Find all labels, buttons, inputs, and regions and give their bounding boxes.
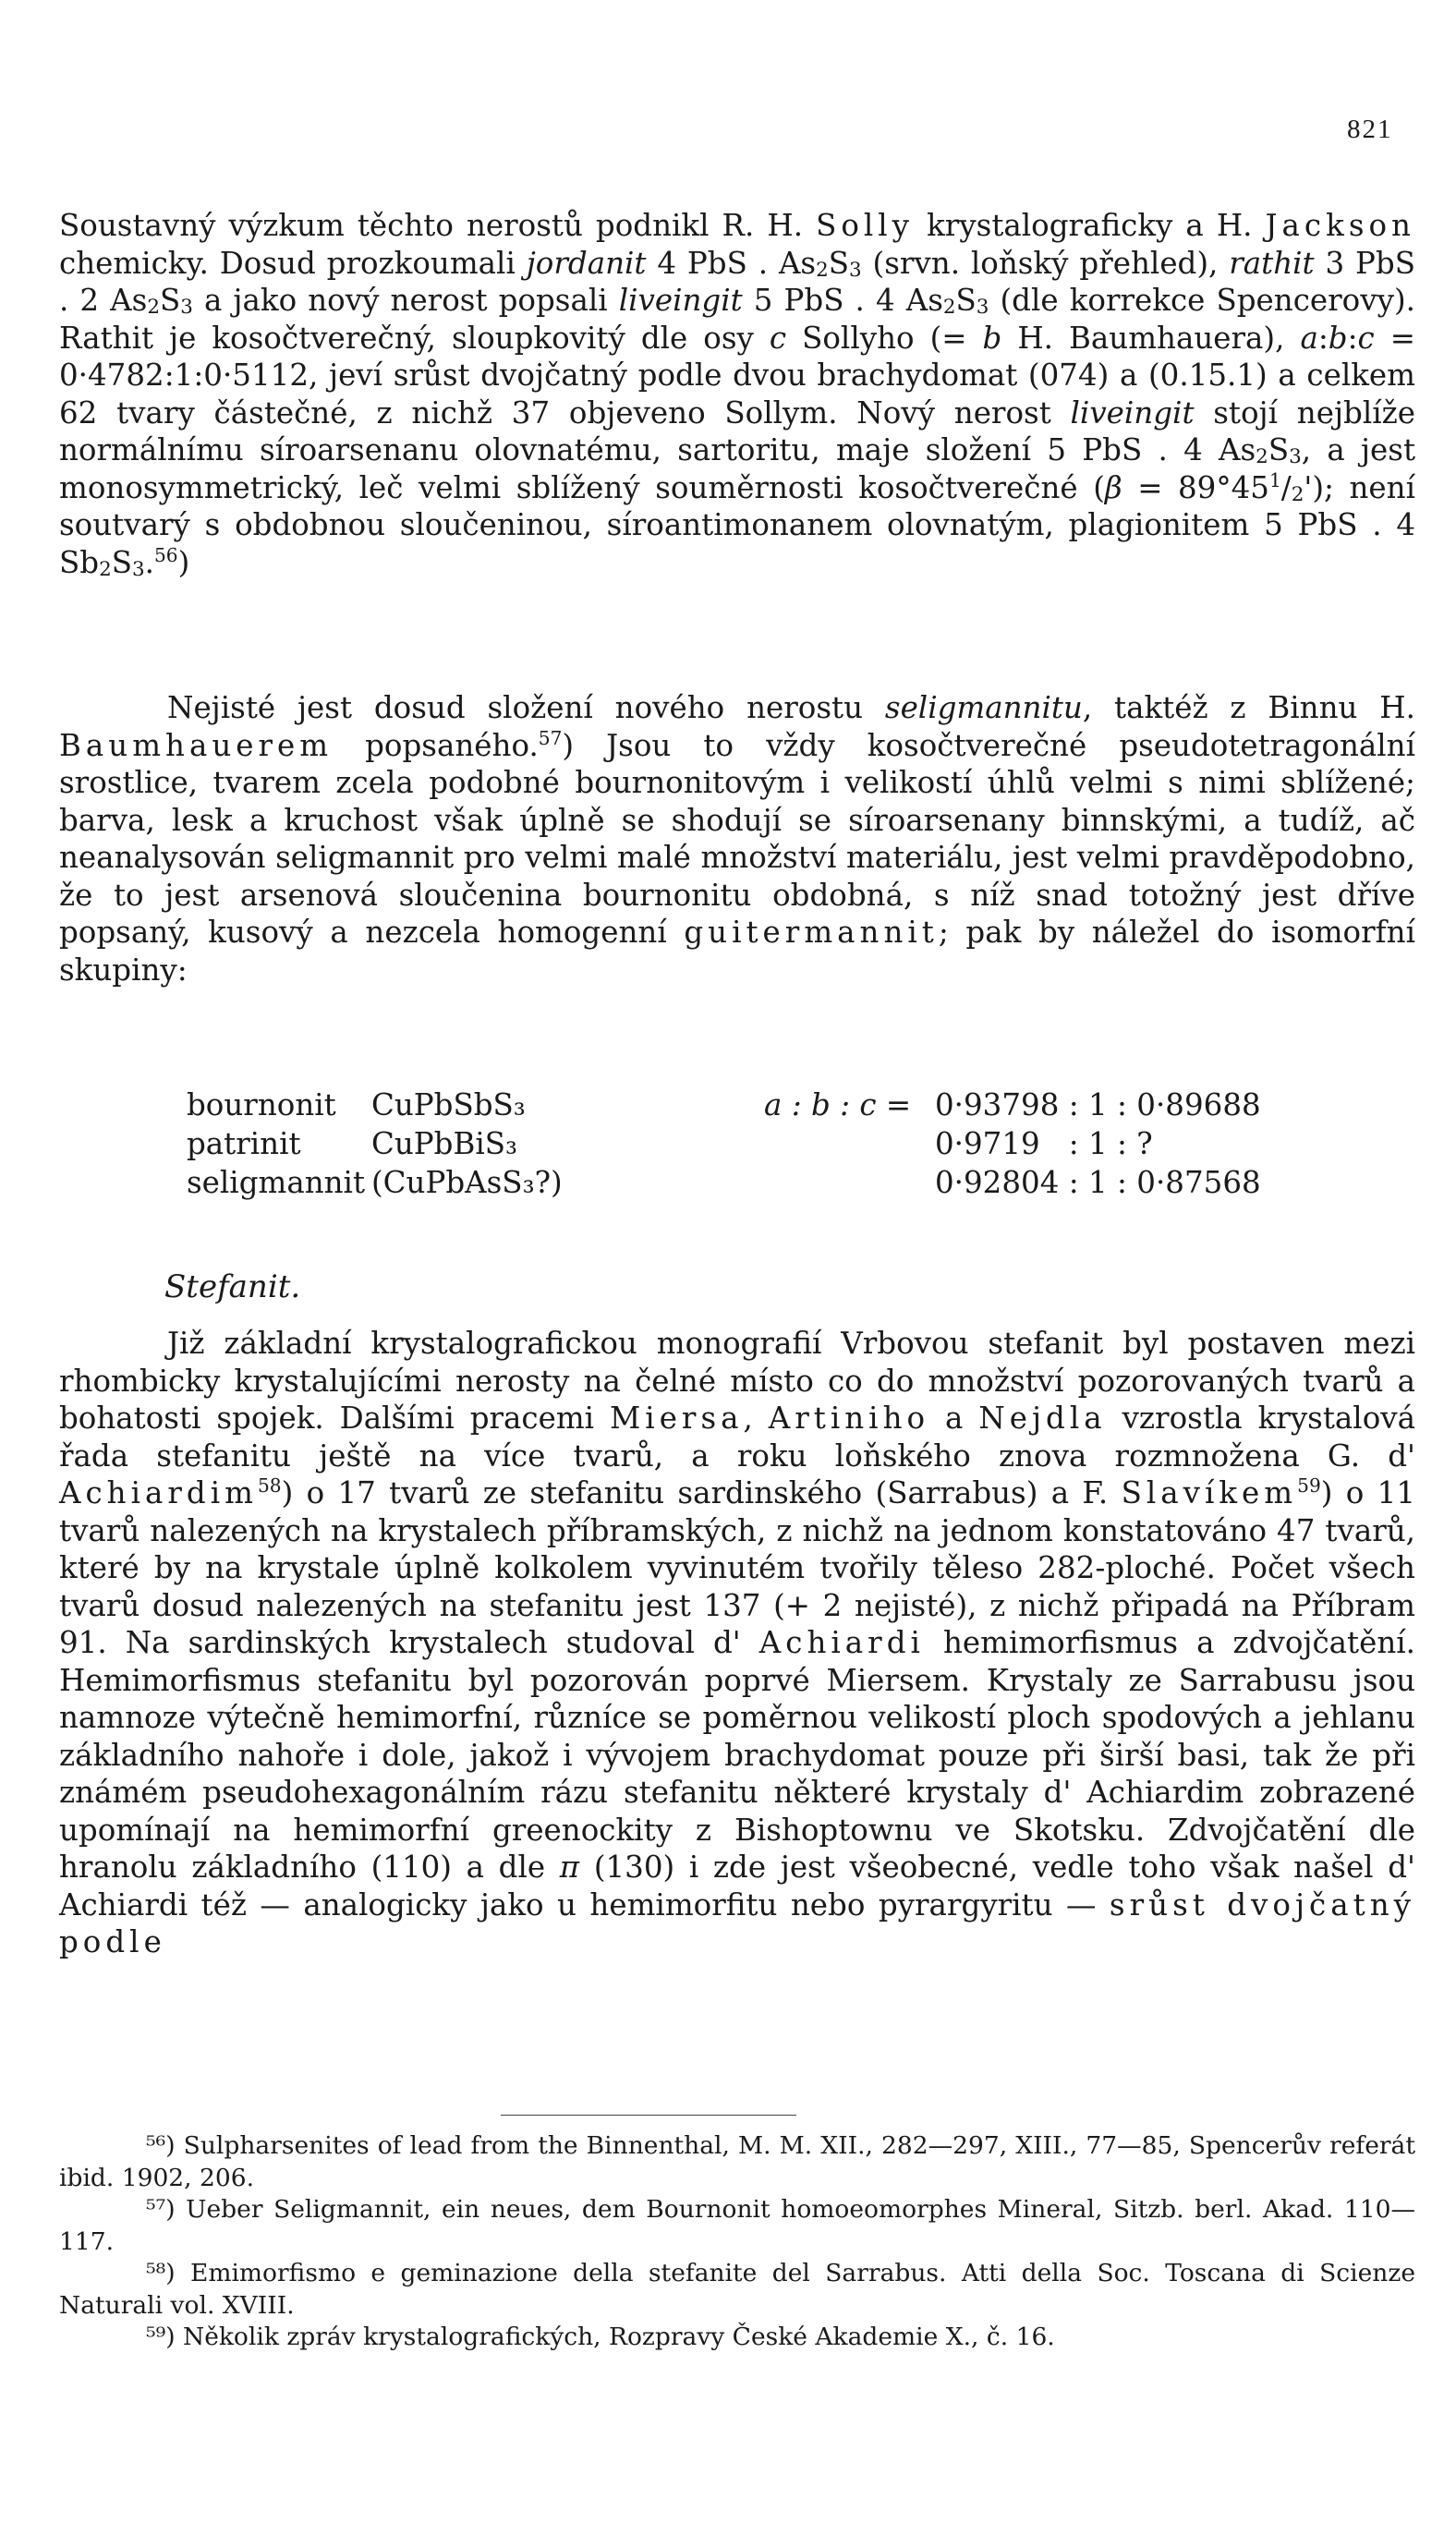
footnote-59: ⁵⁹) Několik zpráv krystalografických, Rozpravy České Akademie X., č. 16. xyxy=(146,2323,1055,2351)
footnote-divider xyxy=(501,2115,796,2116)
mineral-name: seligmannit xyxy=(187,1165,366,1200)
page-number: 821 xyxy=(1347,115,1393,144)
paragraph-2-text: Nejisté jest dosud složení nového nerostu seligmannitu, taktéž z Binnu H. Baumhauerem popsaného.$^{57}$) Jsou to vždy kosočtverečné pseudotetragonální srostlice, tvarem zcela podobné bournonitovým i velikostí úhlů velmi s nimi sblížené; barva, lesk a kruchost však úplně se shodují se síroarsenany binnskými, a tudíž, ač neanalysován seligmannit pro velmi malé množství materiálu, jest velmi pravděpodobno, že to jest arsenová sloučenina bournonitu obdobná, s níž snad totožný jest dříve popsaný, kusový a nezcela homogenní guitermannit; pak by náležel do isomorfní skupiny: xyxy=(59,690,1415,988)
paragraph-rathit-liveingit xyxy=(59,207,1415,581)
mineral-formula: CuPbSbS₃ xyxy=(371,1087,526,1122)
mineral-name: bournonit xyxy=(187,1087,336,1122)
mineral-formula: (CuPbAsS₃?) xyxy=(371,1165,563,1200)
axial-ratio: 0·92804 : 1 : 0·87568 xyxy=(935,1165,1261,1200)
mineral-formula: CuPbBiS₃ xyxy=(371,1126,518,1161)
footnote-56: ⁵⁶) Sulpharsenites of lead from the Binnenthal, M. M. XII., 282—297, XIII., 77—85, Spencerův referát ibid. 1902, 206. xyxy=(59,2131,1415,2192)
footnotes xyxy=(59,2130,1415,2354)
footnote-58: ⁵⁸) Emimorfismo e geminazione della stefanite del Sarrabus. Atti della Soc. Toscana di Scienze Naturali vol. XVIII. xyxy=(59,2259,1415,2320)
paragraph-stefanit xyxy=(59,1325,1415,1961)
paragraph-seligmannit xyxy=(59,689,1415,989)
footnote-57: ⁵⁷) Ueber Seligmannit, ein neues, dem Bournonit homoeomorphes Mineral, Sitzb. berl. Akad. 110—117. xyxy=(59,2195,1415,2256)
paragraph-3-text: Již základní krystalografickou monografií Vrbovou stefanit byl postaven mezi rhombicky krystalujícími nerosty na čelné místo co do množství pozorovaných tvarů a bohatosti spojek. Dalšími pracemi Miersa, Artiniho a Nejdla vzrostla krystalová řada stefanitu ještě na více tvarů, a roku loňského znova rozmnožena G. d' Achiardim$^{58}$) o 17 tvarů ze stefanitu sardinského (Sarrabus) a F. Slavíkem$^{59}$) o 11 tvarů nalezených na krystalech příbramských, z nichž na jednom konstatováno 47 tvarů, které by na krystale úplně kolkolem vyvinutém tvořily těleso 282-ploché. Počet všech tvarů dosud nalezených na stefanitu jest 137 (+ 2 nejisté), z nichž připadá na Příbram 91. Na sardinských krystalech studoval d' Achiardi hemimorfismus a zdvojčatění. Hemimorfismus stefanitu byl pozorován poprvé Miersem. Krystaly ze Sarrabusu jsou namnoze výtečně hemimorfní, různíce se poměrnou velikostí ploch spodových a jehlanu základního nahoře i dole, jakož i vývojem brachydomat pouze při širší basi, tak že při známém pseudohexagonálním rázu stefanitu některé krystaly d' Achiardim zobrazené upomínají na hemimorfní greenockity z Bishoptownu ve Skotsku. Zdvojčatění dle hranolu základního (110) a dle π (130) i zde jest všeobecné, vedle toho však našel d' Achiardi též — analogicky jako u hemimorfitu nebo pyrargyritu — srůst dvojčatný podle xyxy=(59,1326,1416,1959)
axial-ratio-label: a : b : c = xyxy=(764,1087,912,1122)
axial-ratio: 0·93798 : 1 : 0·89688 xyxy=(935,1087,1261,1122)
section-heading: Stefanit. xyxy=(164,1268,301,1305)
axial-ratio: 0·9719 : 1 : ? xyxy=(935,1126,1153,1161)
paragraph-1-text: Soustavný výzkum těchto nerostů podnikl R. H. Solly krystalograficky a H. Jackson chemicky. Dosud prozkoumali jordanit 4 PbS . $As_2S_3$ (srvn. loňský přehled), rathit 3 PbS . 2 $As_2S_3$ a jako nový nerost popsali liveingit 5 PbS . 4 $As_2S_3$ (dle korrekce Spencerovy). Rathit je kosočtverečný, sloupkovitý dle osy c Sollyho (= b H. Baumhauera), a:b:c = 0·4782:1:0·5112, jeví srůst dvojčatný podle dvou brachydomat (074) a (0.15.1) a celkem 62 tvary částečné, z nichž 37 objeveno Sollym. Nový nerost liveingit stojí nejblíže normálnímu síroarsenanu olovnatému, sartoritu, maje složení 5 PbS . 4 $As_2S_3$, a jest monosymmetrický, leč velmi sblížený souměrnosti kosočtverečné $(\beta = 89^\circ 45^1/_2')$; není soutvarý s obdobnou sloučeninou, síroantimonanem olovnatým, plagionitem 5 PbS . 4 $Sb_2S_3.^{56}$) xyxy=(59,208,1416,581)
mineral-name: patrinit xyxy=(187,1126,301,1161)
